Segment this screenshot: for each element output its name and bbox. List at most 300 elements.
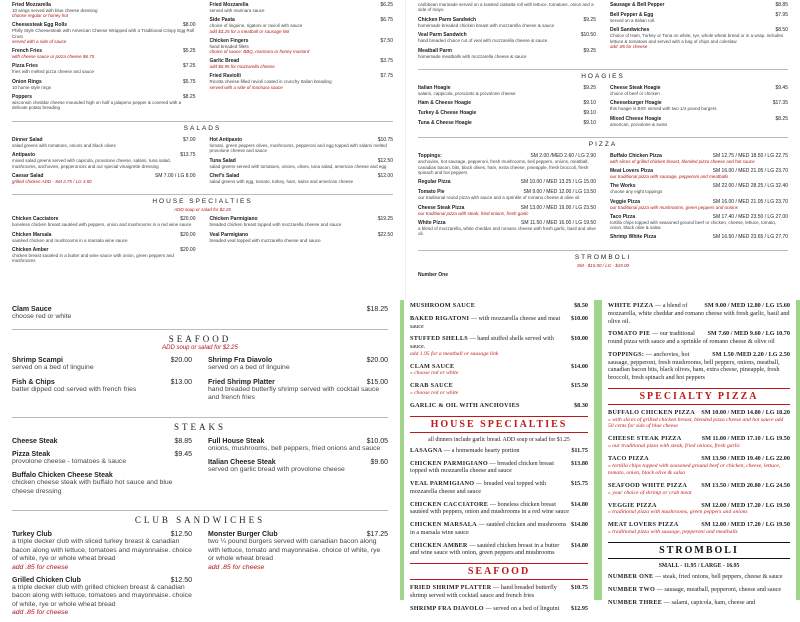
item-price: SM 7.60 / MED 9.60 / LG 10.70 [707, 330, 790, 338]
menu-item [410, 521, 588, 537]
menu-item [410, 584, 588, 600]
menu-item [410, 302, 588, 310]
item-description: a blend of mozzarella, white cheddar and romano cheese with fresh garlic, basil and olive oil. [418, 225, 596, 237]
menu-item [12, 137, 196, 148]
item-note: with cheese sauce or pizza cheese $6.75 [12, 54, 95, 60]
item-name: TACO PIZZA [608, 455, 649, 463]
menu-item [410, 335, 588, 357]
menu-item [418, 220, 596, 237]
item-price: $6.25 [380, 2, 393, 8]
item-name: TOPPINGS: [608, 350, 645, 358]
menu-item [210, 137, 394, 154]
item-name: Chef's Salad [209, 172, 240, 179]
item-price: $10.00 [570, 314, 588, 322]
item-description: homemade breaded chicken breast with mozzarella cheese & sauce [418, 22, 555, 28]
item-description: 10 home style rings [12, 84, 52, 90]
item-name: Pizza Fries [12, 63, 38, 70]
item-price: $9.10 [583, 100, 596, 107]
item-price: SM 2.00 /MED 2.60 / LG 2.90 [530, 153, 596, 160]
item-description: — served on a bed of linguini [485, 604, 560, 612]
item-name: Regular Pizza [418, 179, 451, 186]
menu-item [410, 605, 588, 613]
item-price: $7.50 [380, 37, 393, 44]
menu-item [410, 480, 588, 496]
item-description: hand breaded choice cut of veal with mozzarella cheese & sauce [418, 38, 548, 44]
item-description: — our traditional round pizza with sauce and a sprinkle of romano cheese & olive oil [608, 330, 775, 345]
item-name: Onion Rings [12, 78, 42, 85]
item-name: Chicken Parm Sandwich [418, 16, 477, 23]
item-name: CHEESE STEAK PIZZA [608, 435, 682, 443]
item-name: Cheese Steak [12, 437, 58, 445]
item-description: — hand breaded butterfly shrimp served with cocktail sauce and french fries [410, 584, 557, 599]
item-name: French Fries [12, 48, 43, 55]
item-price: SM 22.00 / MED 28.25 / LG 32.40 [712, 183, 788, 190]
menu-item [610, 27, 788, 49]
item-price: SM 12.00 / MED 17.20 / LG 19.50 [701, 521, 790, 529]
item-price: $17.25 [366, 531, 388, 539]
item-name: CHICKEN AMBER [410, 541, 468, 549]
item-note: served with a side of sauce [12, 39, 67, 45]
house-specialties-subheading: ADD soup or salad for $2.25 [174, 207, 231, 213]
item-description: Choice of Ham, Turkey or Tuna on white, rye, whole wheat bread or in a wrap. includes lettuce & tomatoes and served with a bag of chips and coleslaw [610, 33, 784, 44]
item-name: Veal Parmigiano [209, 231, 249, 238]
item-name: SHRIMP FRA DIAVOLO [410, 604, 484, 612]
item-name: Shrimp Scampi [12, 357, 63, 365]
item-name: Bell Pepper & Egg [610, 12, 654, 18]
item-price: $10.50 [580, 32, 596, 39]
item-description: our traditional round pizza with sauce and a sprinkle of romano cheese & olive oil [418, 195, 580, 201]
item-description: fries with melted pizza cheese and sauce [12, 69, 95, 75]
stromboli-heading-2: STROMBOLI [608, 542, 790, 559]
salads-right-column [210, 137, 394, 189]
menu-item [610, 168, 788, 179]
menu-item [12, 451, 192, 466]
menu-item [410, 447, 588, 455]
item-price: $10.05 [366, 437, 388, 445]
item-name: Veggie Pizza [610, 198, 641, 205]
stromboli-prices: SMALL - 11.95 / LARGE - 16.95 [658, 563, 740, 570]
menu-item [608, 521, 790, 536]
item-description: hand breaded butterfly shrimp served with cocktail sauce and french fries [208, 385, 380, 402]
item-price: $9.60 [370, 459, 388, 467]
item-note: grilled chicken ADD - SM 2.75 / LG 3.50 [12, 178, 92, 184]
item-price: $7.75 [380, 73, 393, 80]
menu-item [12, 216, 196, 227]
item-price: $5.25 [182, 48, 196, 55]
item-name: Chicken Amber [12, 247, 49, 254]
sandwich-left-column [418, 2, 596, 63]
item-description: — a homemade hearty portion [443, 446, 520, 454]
item-description: homemade meatballs with mozzarella cheese & sauce [418, 53, 527, 59]
item-name: Grilled Chicken Club [12, 576, 81, 584]
item-price: $19.25 [377, 216, 393, 223]
menu-item [12, 438, 192, 445]
appetizers-left-column [12, 2, 196, 115]
menu-item [608, 455, 790, 477]
item-note: our traditional pizza with sausage, pepperoni and meatballs [610, 174, 729, 180]
house-specialties-heading-2: HOUSE SPECIALTIES [410, 416, 588, 433]
menu-item [610, 85, 788, 96]
item-price: $11.75 [571, 446, 588, 454]
item-name: Buffalo Chicken Pizza [610, 153, 662, 160]
item-note: » traditional pizza with mushrooms, green peppers and onions [608, 509, 748, 516]
item-name: Turkey Club [12, 531, 52, 539]
salads-heading: SALADS [12, 121, 393, 132]
item-description: Ricotta cheese-filled ravioli coated in crunchy Italian breading [209, 79, 332, 85]
menu-item [12, 531, 192, 570]
item-name: BUFFALO CHICKEN PIZZA [608, 408, 695, 416]
menu-item [12, 247, 196, 264]
menu-item [12, 577, 192, 616]
menu-item [12, 48, 196, 59]
house-right-column [210, 216, 394, 268]
item-name: White Pizza [418, 219, 446, 226]
menu-item [210, 58, 394, 69]
menu-item [610, 153, 788, 164]
item-note: add $3.25 for a meatball or sausage link [209, 28, 290, 34]
item-name: Cheese Steak Pizza [418, 204, 465, 211]
menu-item [210, 173, 394, 184]
menu-item [418, 110, 596, 116]
menu-item [12, 63, 196, 74]
item-name: Shrimp White Pizza [610, 234, 657, 241]
menu-item [12, 152, 196, 169]
club-left-column [12, 531, 192, 622]
item-name: Caesar Salad [12, 172, 44, 179]
item-name: Italian Cheese Steak [208, 459, 276, 467]
menu-item [418, 17, 596, 28]
menu-item [410, 460, 588, 476]
menu-item [410, 382, 588, 397]
item-description: — with mozzarella cheese and meat sauce [410, 314, 561, 330]
item-description: — salami, capicola, ham, cheese and [663, 598, 756, 606]
item-name: Chicken Marsala [12, 231, 52, 238]
item-name: CHICKEN MARSALA [410, 521, 477, 529]
item-description: — sautéed chicken and mushrooms in a marsala wine sauce [410, 521, 567, 536]
item-price: SM 13.90 / MED 19.40 / LG 22.00 [701, 455, 790, 463]
house-specialties-heading: HOUSE SPECIALTIES [12, 194, 393, 205]
item-description: onions, mushrooms, bell peppers, fried onions and sauce [208, 444, 381, 452]
menu-item [208, 357, 388, 372]
stromboli-heading: STROMBOLI [418, 250, 788, 261]
item-name: CHICKEN CACCIATORE [410, 500, 489, 508]
menu-item [210, 17, 394, 33]
item-note: add .85 for cheese [12, 563, 69, 571]
seafood-subheading: ADD soup or salad for $2.25 [162, 345, 238, 352]
item-name: Meat Lovers Pizza [610, 168, 654, 175]
item-price: $14.00 [570, 362, 588, 370]
item-price: $8.00 [182, 22, 196, 29]
item-name: TOMATO PIE [608, 330, 651, 338]
item-name: Cheesesteak Egg Rolls [12, 22, 68, 29]
item-price: $7.00 [182, 136, 196, 143]
item-name: Italian Hoagie [418, 84, 451, 91]
item-name: Antipasto [12, 152, 36, 159]
item-price: SM 9.00 / MED 12.80 / LG 15.60 [704, 302, 790, 309]
menu-item [410, 363, 588, 378]
menu-item [208, 459, 388, 474]
item-description: served with marinara sauce [209, 8, 265, 13]
item-note: add 1.95 for a meatball or sausage link [410, 350, 499, 357]
menu-item [210, 2, 394, 13]
item-description: chicken cheese steak with buffalo hot sauce and blue cheese dressing [12, 479, 173, 495]
item-name: MUSHROOM SAUCE [410, 302, 476, 309]
item-description: — sausage, meatball, pepperoni, cheese and sauce [656, 585, 782, 593]
item-name: NUMBER ONE [608, 573, 654, 581]
item-price: $8.50 [574, 302, 588, 309]
item-name: Garlic Bread [209, 58, 240, 65]
menu-item [608, 351, 790, 382]
item-price: $8.30 [574, 402, 588, 410]
appetizers-right-column [210, 2, 394, 115]
menu-item [608, 409, 790, 431]
pizza-heading: PIZZA [418, 137, 788, 148]
item-price: $13.75 [180, 152, 196, 159]
item-note: » with slices of grilled chicken breast, blended pizza cheese and hot sauce add 50 cents for side of blue cheese [608, 416, 784, 430]
item-price: $9.10 [583, 110, 596, 117]
specialty-pizza-heading: SPECIALTY PIZZA [608, 388, 790, 405]
steaks-heading: STEAKS [12, 417, 388, 432]
menu-item [610, 214, 788, 231]
item-price: $5.75 [182, 78, 196, 85]
item-name: Cheeseburger Hoagie [610, 100, 662, 107]
clam-sauce-item: Clam Sauce $18.25 choose red or white [12, 306, 388, 320]
item-description: boneless chicken breast sautéed with peppers, onion and mushrooms in a red wine sauce [12, 222, 192, 228]
item-note: choose regular or honey hot [12, 13, 69, 19]
item-price: $7.25 [182, 63, 196, 70]
item-name: VEAL PARMIGIANO [410, 480, 475, 488]
hoagies-heading: HOAGIES [418, 69, 788, 80]
item-price: $14.80 [570, 541, 588, 549]
menu-page-top-left [0, 0, 405, 300]
item-price: $9.45 [174, 450, 192, 458]
item-description: breaded chicken breast topped with mozzarella cheese and sauce [209, 222, 342, 228]
item-description: salad greens with tomatoes, onions and black olives [12, 142, 116, 148]
menu-item [610, 12, 788, 23]
item-name: Chicken Parmigiano [209, 216, 258, 223]
item-name: Fried Raviolli [209, 73, 241, 80]
item-name: Shrimp Fra Diavolo [208, 357, 273, 365]
item-note: add $0.95 for mozzarella cheese [209, 64, 275, 70]
item-note: our traditional pizza with mushrooms, green peppers and onions [610, 204, 738, 210]
menu-item [418, 179, 596, 185]
item-description: served on garlic bread with provolone cheese [208, 466, 345, 474]
menu-item [418, 48, 596, 59]
item-name: Pizza Steak [12, 450, 51, 458]
menu-item [12, 232, 196, 243]
item-price: $12.50 [170, 531, 192, 539]
menu-item [608, 502, 790, 517]
item-price: $13.80 [570, 459, 588, 467]
item-price: $14.80 [570, 521, 588, 529]
item-name: Hot Antipasto [209, 136, 243, 143]
salads-left-column [12, 137, 196, 189]
item-name: Meatball Parm [418, 47, 452, 54]
item-note: served with a side of marinara sauce [209, 84, 283, 90]
item-name: LASAGNA [410, 446, 443, 454]
menu-item [418, 153, 596, 175]
item-description: — sautéed chicken breast in a butter and wine sauce with onion, green peppers and mushrooms [410, 541, 560, 557]
item-name: Fried Mozzarella [12, 2, 51, 8]
item-name: Side Pasta [209, 17, 235, 24]
menu-item [208, 531, 388, 570]
menu-item [418, 120, 596, 126]
item-description: breaded veal topped with mozzarella cheese and sauce [209, 237, 321, 243]
item-price: SM 16.50 / MED 23.65 / LG 27.70 [712, 234, 788, 241]
item-name: The Works [610, 183, 636, 190]
item-name: CLAM SAUCE [410, 362, 455, 370]
item-name: WHITE PIZZA [608, 302, 654, 309]
steaks-right-column [208, 438, 388, 502]
item-note: add .85 for cheese [610, 44, 648, 50]
item-name: Fried Shrimp Platter [208, 378, 275, 386]
menu-item [418, 205, 596, 216]
item-note: » choose red or white [410, 390, 459, 397]
item-price: $13.00 [170, 378, 192, 386]
item-price: SM 11.50 / MED 16.00 / LG 19.50 [521, 219, 596, 226]
item-description: anchovies, hot sausage, pepperoni, fresh mushrooms, bell peppers, onions, meatball, canadian bacon, bits, black olives, ham, extra cheese, pineapple, fresh broccoli, fresh spinach and hot peppers [418, 159, 589, 175]
item-name: Ham & Cheese Hoagie [418, 100, 472, 107]
item-description: — hand stuffed shells served with sauce. [410, 335, 554, 350]
item-description: hand breaded fillets [209, 43, 249, 49]
item-price: SM 7.00 / LG 8.00 [154, 172, 196, 179]
menu-item [418, 100, 596, 106]
item-name: NUMBER TWO [608, 585, 656, 593]
item-description: — a blend of mozzarella, white cheddar and romano cheese with fresh garlic, basil and olive oil. [608, 302, 790, 325]
item-price: $20.00 [180, 247, 196, 254]
number-one-label: Number One [418, 272, 449, 279]
item-price: $8.50 [775, 27, 788, 34]
item-price: $20.00 [180, 231, 196, 238]
item-price: $20.00 [366, 357, 388, 365]
menu-item [210, 158, 394, 169]
seafood-left-column [12, 357, 192, 408]
item-name: VEGGIE PIZZA [608, 501, 657, 509]
item-name: Buffalo Chicken Cheese Steak [12, 472, 113, 480]
item-price: $17.35 [772, 100, 788, 107]
item-price: $9.10 [583, 120, 596, 127]
menu-item [418, 189, 596, 200]
menu-item [12, 173, 196, 184]
item-price: $15.75 [570, 480, 588, 488]
item-name: Veal Parm Sandwich [418, 32, 467, 39]
menu-item [12, 357, 192, 372]
item-price: $12.95 [570, 604, 588, 612]
item-description: salad greens served with tomatoes, onions, olives, tuna salad, american cheese and egg [209, 163, 387, 169]
item-description: — steak, fried onions, bell peppers, cheese & sauce [655, 573, 783, 581]
club-right-column [208, 531, 388, 622]
item-price: SM 10.00 / MED 13.25 / LG 15.00 [520, 179, 596, 186]
item-price: SM 1.50 /MED 2.20 / LG 2.50 [712, 350, 790, 358]
sandwich-right-column [610, 2, 788, 63]
green-menu-left-column [404, 300, 594, 612]
item-price: $15.00 [366, 378, 388, 386]
seafood-heading-2: SEAFOOD [410, 563, 588, 580]
item-price: $15.50 [570, 382, 588, 390]
item-description: tortilla chips topped with seasoned ground beef or chicken, cheese, lettuce, tomato, onion, black olive & salsa [610, 219, 777, 230]
stromboli-subheading: SM - $15.00 / LG - $19.00 [576, 263, 630, 269]
item-price: $9.25 [583, 16, 596, 23]
item-price: SM 12.00 / MED 17.20 / LG 19.50 [701, 501, 790, 509]
menu-item [610, 116, 788, 127]
hoagies-left-column [418, 85, 596, 131]
item-name: Chicken Fingers [209, 37, 249, 44]
menu-item [410, 542, 588, 558]
menu-item [608, 482, 790, 497]
item-name: CRAB SAUCE [410, 382, 454, 390]
item-name: Tuna & Cheese Hoagie [418, 120, 472, 127]
item-name: Dinner Salad [12, 136, 43, 143]
item-description: salami, cappicola, prosciutto & provolone cheese [418, 90, 516, 96]
menu-item [610, 199, 788, 210]
menu-item [418, 2, 596, 13]
item-description: sautéed chicken and mushrooms in a marsala wine sauce [12, 237, 128, 243]
menu-item [410, 402, 588, 410]
item-description: a triple decker club with grilled chicken breast & canadian bacon along with lettuce, tomatoes and mayonnaise. choice of white, rye or whole wheat bread [12, 583, 192, 608]
item-name: Taco Pizza [610, 213, 636, 220]
item-price: $8.85 [775, 2, 788, 8]
item-description: provolone cheese - tomatoes & sauce [12, 457, 127, 465]
item-description: american, provolone & swiss [610, 121, 668, 127]
item-description: choice of beef or chicken [610, 90, 660, 96]
item-description: served on a bed of linguine [12, 364, 94, 372]
item-name: Tomato Pie [418, 189, 445, 196]
item-note: » traditional pizza with sausage, pepperoni and meatballs [608, 529, 738, 536]
item-note: » our traditional pizza with steak, fried onions, fresh garlic [608, 443, 741, 450]
item-name: STUFFED SHELLS [410, 335, 469, 343]
item-price: $7.95 [775, 12, 788, 18]
item-description: batter dipped cod served with french fries [12, 385, 137, 393]
item-description: wisconsin cheddar cheese mounded high on half a jalapeno pepper & covered with a delicate potato breading [12, 99, 182, 111]
item-description: choice of linguine, rigatoni or ravioli with sauce [209, 23, 303, 29]
menu-item [610, 234, 788, 240]
item-price: SM 16.00 / MED 21.05 / LG 23.70 [712, 198, 788, 205]
item-price: $22.50 [377, 231, 393, 238]
club-sandwiches-heading: CLUB SANDWICHES [12, 510, 388, 525]
menu-page-bottom-left [0, 300, 400, 617]
item-name: Tuna Salad [209, 157, 236, 164]
menu-item [12, 2, 196, 18]
item-name: Turkey & Cheese Hoagie [418, 110, 477, 117]
menu-item [208, 379, 388, 403]
item-name: GARLIC & OIL WITH ANCHOVIES [410, 402, 520, 410]
item-price: $12.50 [377, 157, 393, 164]
item-name: MEAT LOVERS PIZZA [608, 521, 679, 529]
item-price: $8.25 [775, 115, 788, 122]
item-price: $12.00 [377, 172, 393, 179]
item-name: Sausage & Bell Pepper [610, 2, 665, 8]
item-price: $9.25 [583, 84, 596, 91]
menu-item [610, 100, 788, 111]
item-name: Poppers [12, 93, 33, 100]
item-description: 10 wings served with blue cheese dressing [12, 8, 98, 13]
menu-item [608, 435, 790, 450]
item-note: with slices of grilled chicken breast, blended pizza cheese and hot sauce [610, 159, 755, 165]
item-name: Full House Steak [208, 437, 265, 445]
item-description: — boneless chicken breast sautéed with peppers, onion and mushrooms in a red wine sauce [410, 500, 569, 516]
steaks-left-column [12, 438, 192, 502]
menu-item [210, 232, 394, 243]
house-left-column [12, 216, 196, 268]
item-description: tomato, green peppers olives, mushrooms, pepperoni and egg topped with salami melted provolone cheese and sauce [209, 142, 387, 154]
menu-item [210, 38, 394, 54]
green-menu-right-column [602, 300, 796, 606]
house-specialties-note: all dinners include garlic bread. ADD soup or salad for $1.25 [428, 436, 570, 443]
item-price: SM 16.00 / MED 21.05 / LG 23.70 [712, 168, 788, 175]
item-description: caribbean marinade served on a toasted ciabatta roll with lettuce, tomatoes, onion and a side of mayo [418, 2, 594, 13]
menu-item [12, 79, 196, 90]
menu-item [12, 94, 196, 111]
